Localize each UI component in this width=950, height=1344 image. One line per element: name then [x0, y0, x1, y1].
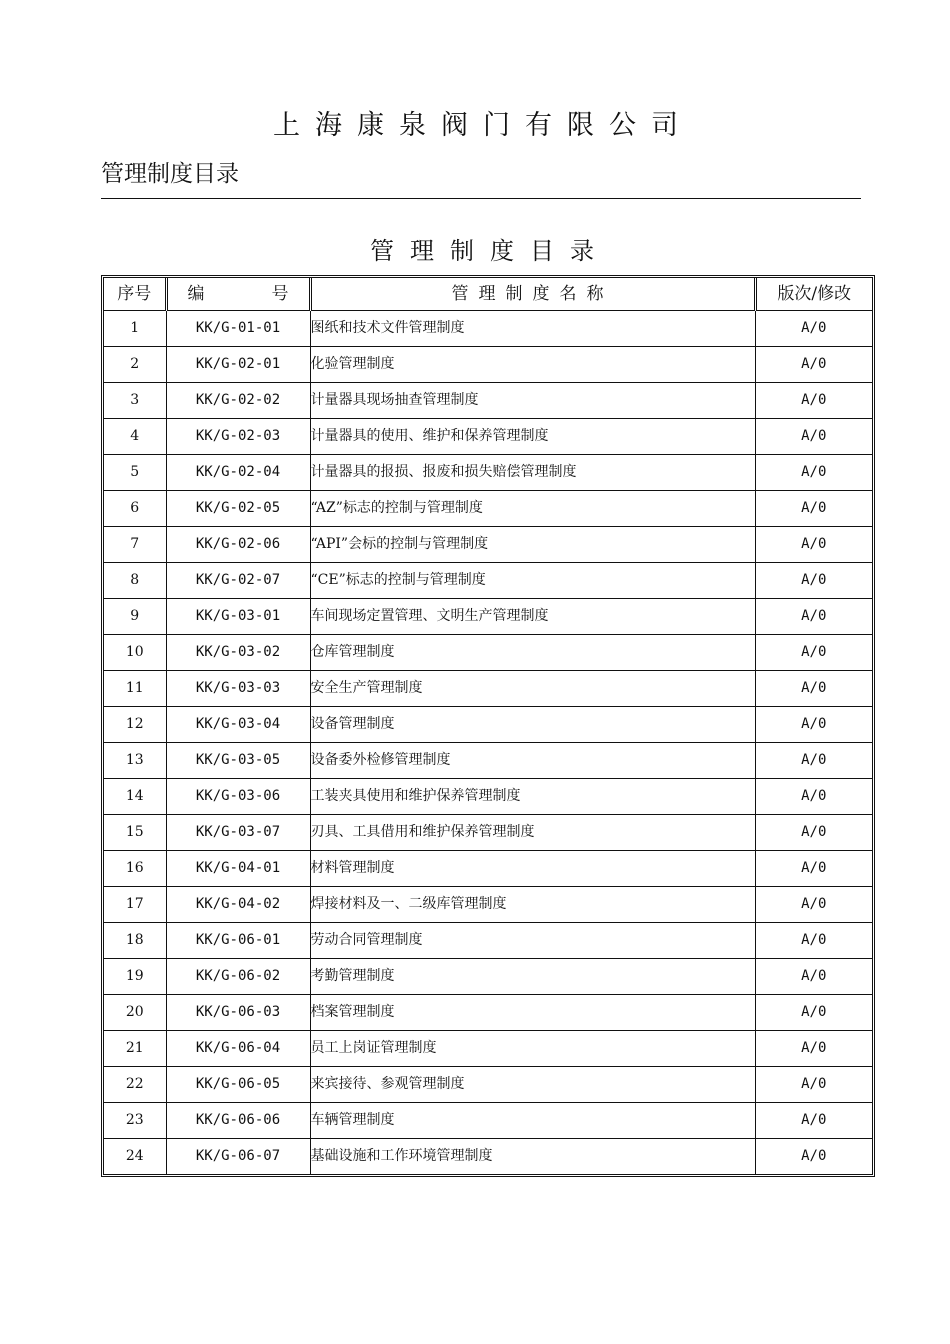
table-row: [104, 959, 872, 995]
row-regulation-name: 焊接材料及一、二级库管理制度: [310, 887, 755, 923]
table-row: [104, 563, 872, 599]
row-regulation-name: 劳动合同管理制度: [310, 923, 755, 959]
header-serial-number: 序号: [104, 278, 166, 311]
company-name: 上海康泉阀门有限公司: [273, 110, 693, 141]
row-code: KK/G-02-07: [166, 563, 310, 599]
header-code: [166, 278, 310, 311]
row-code: KK/G-06-06: [166, 1103, 310, 1139]
row-version: A/0: [755, 959, 872, 995]
row-code: KK/G-02-03: [166, 419, 310, 455]
table-row: [104, 887, 872, 923]
row-regulation-name: 材料管理制度: [310, 851, 755, 887]
row-version: A/0: [755, 491, 872, 527]
row-version: A/0: [755, 779, 872, 815]
row-serial-number: 15: [104, 815, 166, 851]
row-code: KK/G-01-01: [166, 311, 310, 347]
table-row: [104, 1031, 872, 1067]
row-version: A/0: [755, 455, 872, 491]
table-row: [104, 599, 872, 635]
header-code-part1: 编: [187, 284, 205, 304]
row-regulation-name: 车间现场定置管理、文明生产管理制度: [310, 599, 755, 635]
row-code: KK/G-06-07: [166, 1139, 310, 1175]
table-row: [104, 707, 872, 743]
row-code: KK/G-06-01: [166, 923, 310, 959]
row-regulation-name: 计量器具现场抽查管理制度: [310, 383, 755, 419]
row-code: KK/G-03-01: [166, 599, 310, 635]
row-regulation-name: 考勤管理制度: [310, 959, 755, 995]
row-serial-number: 24: [104, 1139, 166, 1175]
row-version: A/0: [755, 995, 872, 1031]
table-row: [104, 347, 872, 383]
row-regulation-name: “AZ”标志的控制与管理制度: [310, 491, 755, 527]
document-label: 管理制度目录: [101, 161, 239, 187]
row-code: KK/G-03-02: [166, 635, 310, 671]
row-version: A/0: [755, 383, 872, 419]
row-regulation-name: 员工上岗证管理制度: [310, 1031, 755, 1067]
row-serial-number: 3: [104, 383, 166, 419]
row-regulation-name: 设备管理制度: [310, 707, 755, 743]
row-serial-number: 17: [104, 887, 166, 923]
row-regulation-name: 刃具、工具借用和维护保养管理制度: [310, 815, 755, 851]
row-serial-number: 4: [104, 419, 166, 455]
row-regulation-name: 档案管理制度: [310, 995, 755, 1031]
row-regulation-name: “CE”标志的控制与管理制度: [310, 563, 755, 599]
table-row: [104, 1139, 872, 1175]
row-version: A/0: [755, 923, 872, 959]
row-version: A/0: [755, 1031, 872, 1067]
row-version: A/0: [755, 1103, 872, 1139]
row-regulation-name: 化验管理制度: [310, 347, 755, 383]
row-code: KK/G-03-05: [166, 743, 310, 779]
row-version: A/0: [755, 527, 872, 563]
row-version: A/0: [755, 707, 872, 743]
table-row: [104, 815, 872, 851]
row-code: KK/G-03-03: [166, 671, 310, 707]
table-row: [104, 671, 872, 707]
table-row: [104, 527, 872, 563]
table-row: [104, 1103, 872, 1139]
header-divider: [101, 198, 861, 199]
row-serial-number: 21: [104, 1031, 166, 1067]
row-code: KK/G-06-05: [166, 1067, 310, 1103]
row-serial-number: 8: [104, 563, 166, 599]
table-row: [104, 851, 872, 887]
row-serial-number: 14: [104, 779, 166, 815]
row-version: A/0: [755, 563, 872, 599]
row-regulation-name: 计量器具的报损、报废和损失赔偿管理制度: [310, 455, 755, 491]
row-code: KK/G-03-07: [166, 815, 310, 851]
header-regulation-name: 管理制度名称: [310, 278, 755, 311]
row-serial-number: 18: [104, 923, 166, 959]
row-version: A/0: [755, 671, 872, 707]
regulations-table: [104, 278, 872, 1174]
row-regulation-name: 基础设施和工作环境管理制度: [310, 1139, 755, 1175]
row-version: A/0: [755, 743, 872, 779]
row-regulation-name: “API”会标的控制与管理制度: [310, 527, 755, 563]
row-regulation-name: 图纸和技术文件管理制度: [310, 311, 755, 347]
row-serial-number: 20: [104, 995, 166, 1031]
table-row: [104, 383, 872, 419]
table-row: [104, 419, 872, 455]
row-serial-number: 13: [104, 743, 166, 779]
row-serial-number: 16: [104, 851, 166, 887]
table-row: [104, 311, 872, 347]
table-title: 管理制度目录: [370, 237, 610, 265]
row-serial-number: 5: [104, 455, 166, 491]
row-code: KK/G-02-01: [166, 347, 310, 383]
row-version: A/0: [755, 1139, 872, 1175]
header-code-part2: 号: [271, 284, 289, 304]
row-regulation-name: 工装夹具使用和维护保养管理制度: [310, 779, 755, 815]
table-row: [104, 1067, 872, 1103]
table-row: [104, 779, 872, 815]
row-regulation-name: 计量器具的使用、维护和保养管理制度: [310, 419, 755, 455]
row-version: A/0: [755, 1067, 872, 1103]
row-version: A/0: [755, 851, 872, 887]
table-row: [104, 455, 872, 491]
row-version: A/0: [755, 635, 872, 671]
row-serial-number: 10: [104, 635, 166, 671]
table-row: [104, 635, 872, 671]
row-code: KK/G-02-06: [166, 527, 310, 563]
row-version: A/0: [755, 887, 872, 923]
row-regulation-name: 安全生产管理制度: [310, 671, 755, 707]
row-version: A/0: [755, 815, 872, 851]
row-code: KK/G-03-06: [166, 779, 310, 815]
table-body: [104, 311, 872, 1175]
row-serial-number: 6: [104, 491, 166, 527]
table-row: [104, 923, 872, 959]
row-regulation-name: 来宾接待、参观管理制度: [310, 1067, 755, 1103]
row-code: KK/G-06-02: [166, 959, 310, 995]
row-version: A/0: [755, 599, 872, 635]
row-code: KK/G-04-01: [166, 851, 310, 887]
row-serial-number: 2: [104, 347, 166, 383]
row-regulation-name: 仓库管理制度: [310, 635, 755, 671]
row-code: KK/G-06-04: [166, 1031, 310, 1067]
row-serial-number: 1: [104, 311, 166, 347]
row-code: KK/G-03-04: [166, 707, 310, 743]
row-code: KK/G-02-02: [166, 383, 310, 419]
row-serial-number: 22: [104, 1067, 166, 1103]
row-code: KK/G-06-03: [166, 995, 310, 1031]
row-code: KK/G-02-04: [166, 455, 310, 491]
row-serial-number: 7: [104, 527, 166, 563]
row-code: KK/G-04-02: [166, 887, 310, 923]
table-header-row: [104, 278, 872, 311]
table-row: [104, 491, 872, 527]
table-row: [104, 995, 872, 1031]
row-regulation-name: 车辆管理制度: [310, 1103, 755, 1139]
row-regulation-name: 设备委外检修管理制度: [310, 743, 755, 779]
table-row: [104, 743, 872, 779]
row-serial-number: 23: [104, 1103, 166, 1139]
row-serial-number: 12: [104, 707, 166, 743]
row-version: A/0: [755, 311, 872, 347]
row-serial-number: 9: [104, 599, 166, 635]
row-version: A/0: [755, 419, 872, 455]
header-version: 版次/修改: [755, 278, 872, 311]
row-code: KK/G-02-05: [166, 491, 310, 527]
row-version: A/0: [755, 347, 872, 383]
row-serial-number: 19: [104, 959, 166, 995]
row-serial-number: 11: [104, 671, 166, 707]
